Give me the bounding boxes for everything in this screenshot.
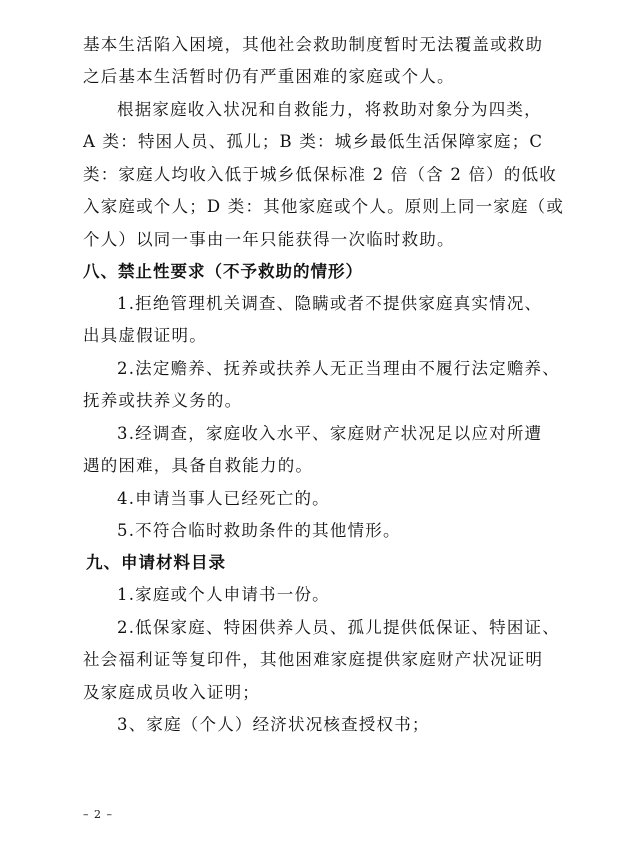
body-line: 3、家庭（个人）经济状况核查授权书； xyxy=(117,715,430,734)
page-number: – 2 – xyxy=(83,808,113,821)
body-line: 抚养或扶养义务的。 xyxy=(83,391,243,410)
body-line: 1.家庭或个人申请书一份。 xyxy=(117,585,330,604)
body-line: 类：家庭人均收入低于城乡低保标准 2 倍（含 2 倍）的低收 xyxy=(83,165,557,184)
body-line: 2.低保家庭、特困供养人员、孤儿提供低保证、特困证、 xyxy=(117,618,560,637)
body-line: 个人）以同一事由一年只能获得一次临时救助。 xyxy=(83,230,455,249)
body-line: 基本生活陷入困境，其他社会救助制度暂时无法覆盖或救助 xyxy=(83,35,544,54)
body-line: 之后基本生活暂时仍有严重困难的家庭或个人。 xyxy=(83,67,455,86)
body-line: 根据家庭收入状况和自救能力，将救助对象分为四类， xyxy=(117,100,542,119)
body-line: 入家庭或个人；D 类：其他家庭或个人。原则上同一家庭（或 xyxy=(83,197,565,216)
body-line: 1.拒绝管理机关调查、隐瞒或者不提供家庭真实情况、 xyxy=(117,294,543,313)
body-line: 遇的困难，具备自救能力的。 xyxy=(83,456,314,475)
body-line: 5.不符合临时救助条件的其他情形。 xyxy=(117,521,401,540)
body-line: 及家庭成员收入证明； xyxy=(83,683,260,702)
body-line: 社会福利证等复印件，其他困难家庭提供家庭财产状况证明 xyxy=(83,650,544,669)
body-line: 2.法定赡养、抚养或扶养人无正当理由不履行法定赡养、 xyxy=(117,359,560,378)
body-line: 4.申请当事人已经死亡的。 xyxy=(117,489,330,508)
body-line: A 类：特困人员、孤儿；B 类：城乡最低生活保障家庭；C xyxy=(83,132,544,151)
section-heading: 九、申请材料目录 xyxy=(86,553,226,572)
body-line: 3.经调查，家庭收入水平、家庭财产状况足以应对所遭 xyxy=(117,424,543,443)
section-heading: 八、禁止性要求（不予救助的情形） xyxy=(83,262,363,281)
body-line: 出具虚假证明。 xyxy=(83,326,207,345)
